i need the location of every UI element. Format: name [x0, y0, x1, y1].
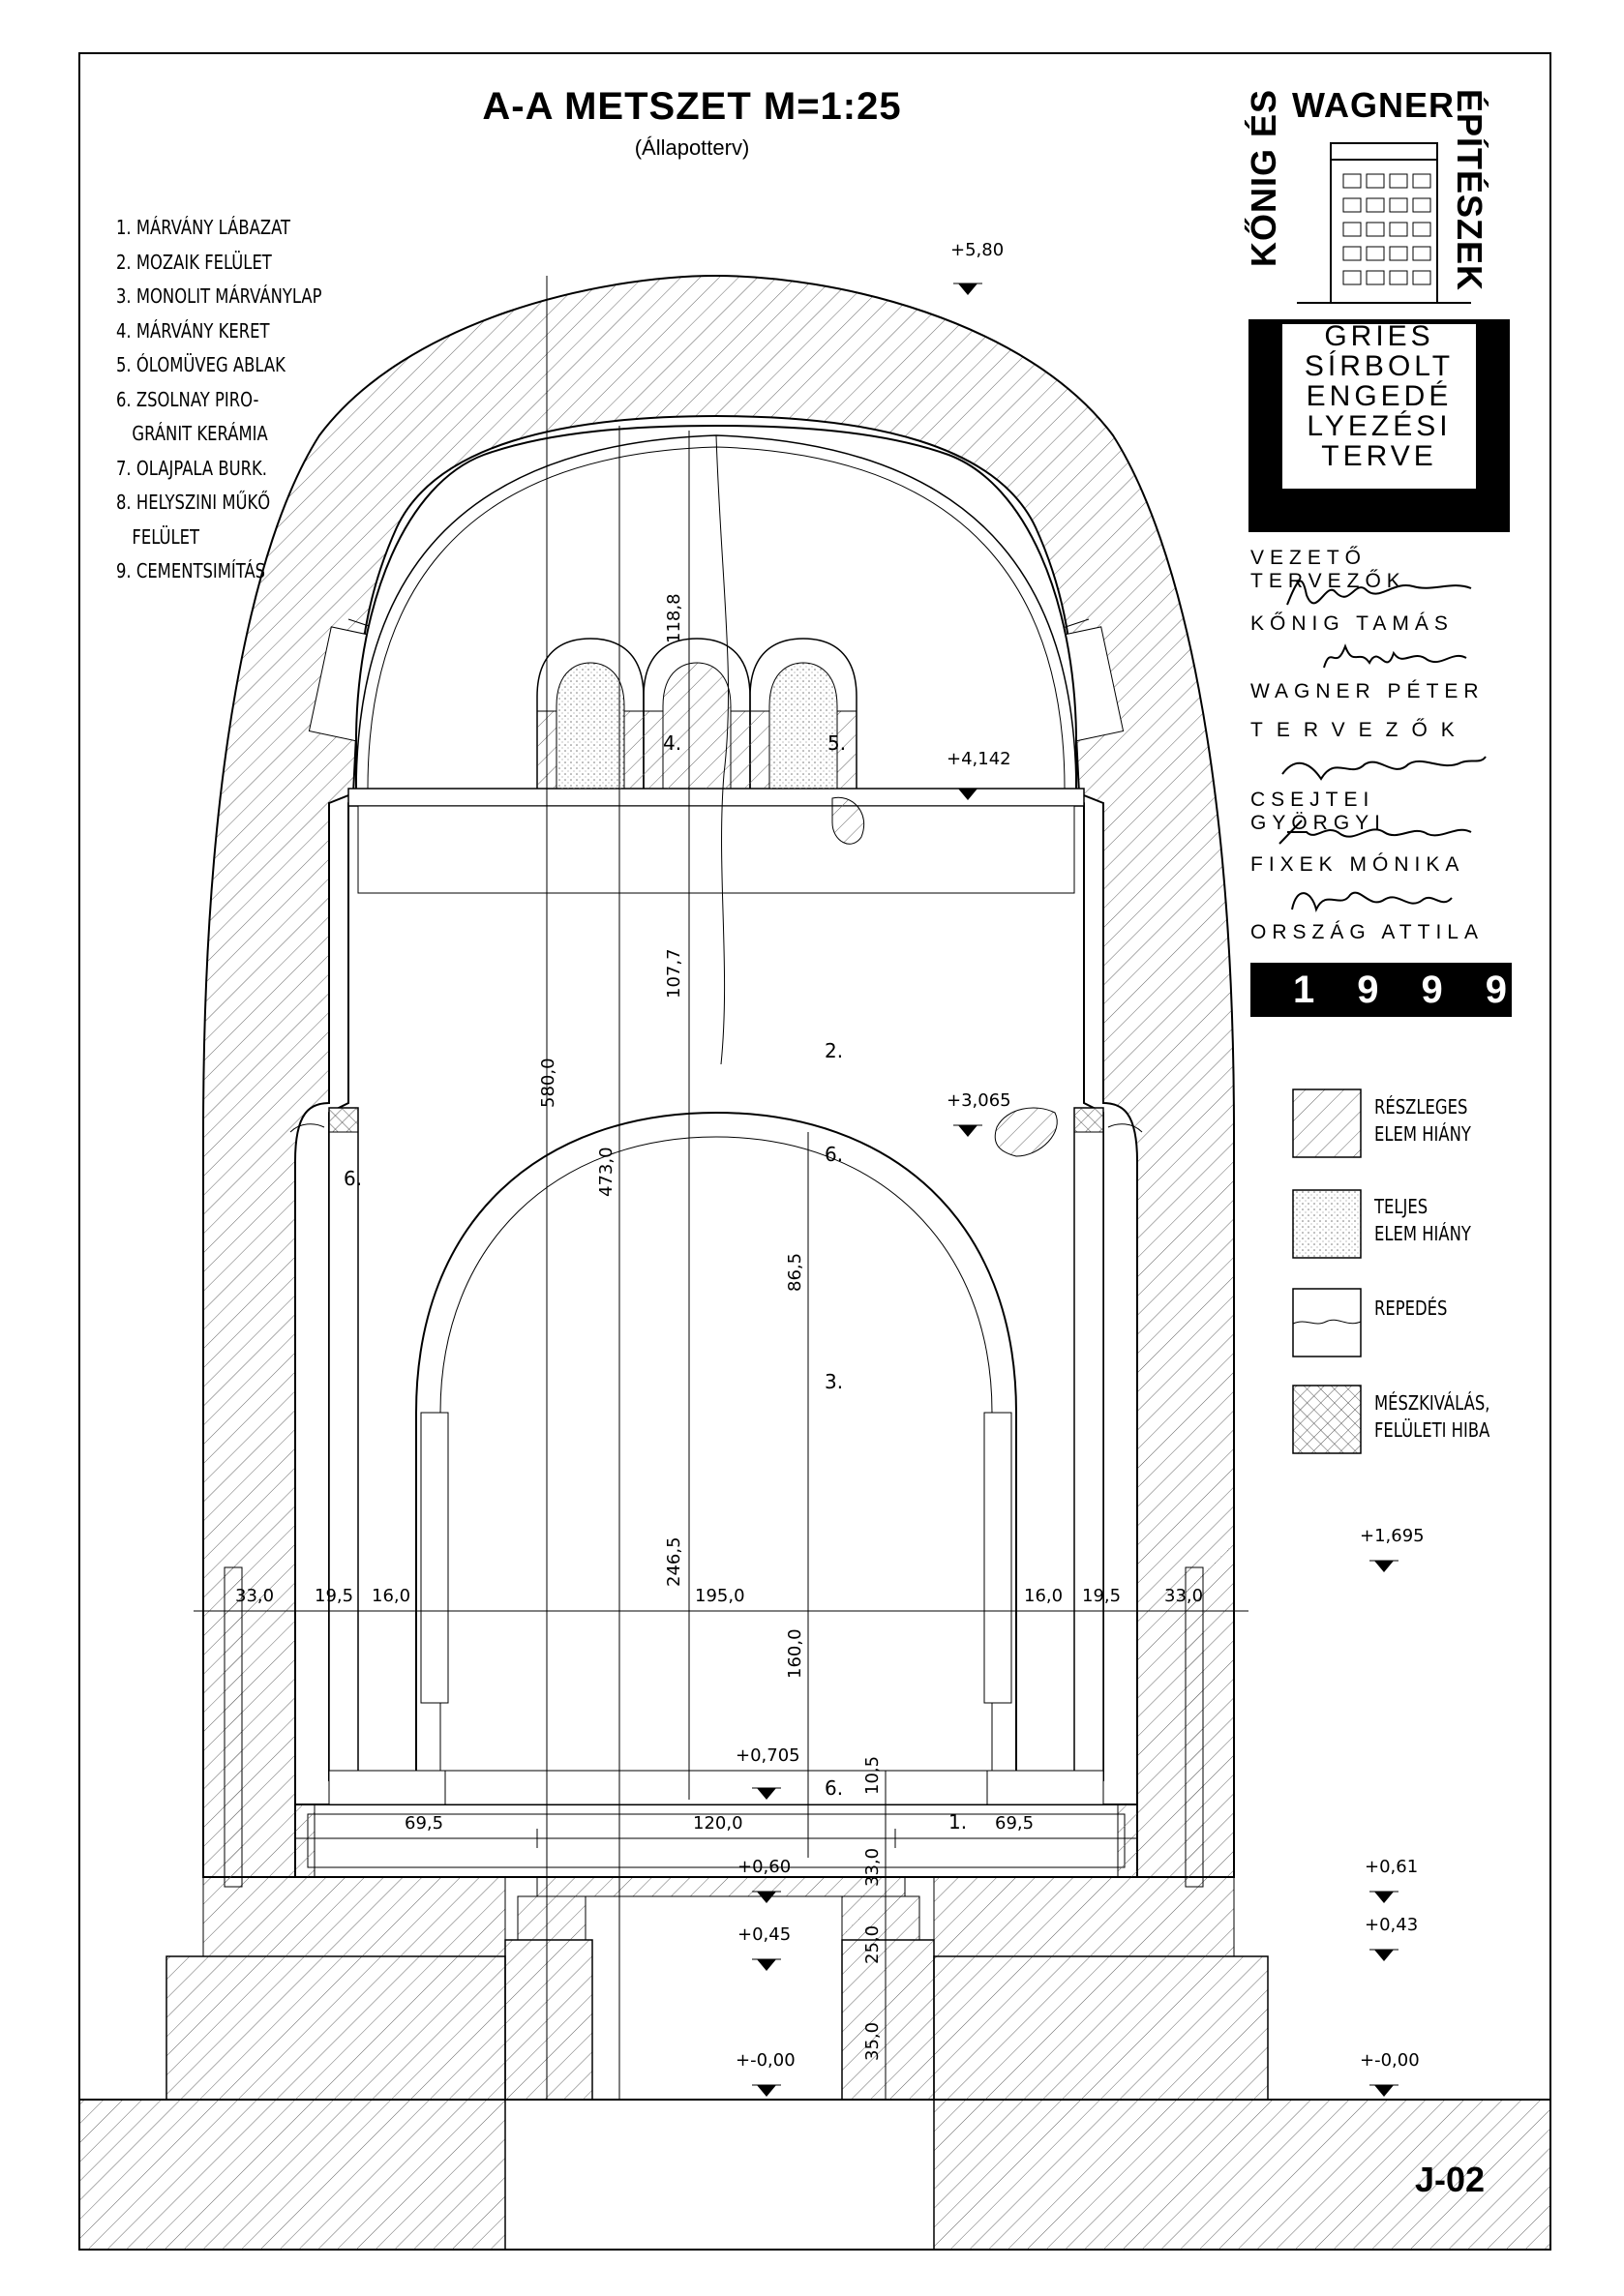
legend-item: [116, 280, 321, 314]
sheet-number: J-02: [1415, 2160, 1486, 2199]
legend-item-text: HELYSZINI MŰKŐ: [135, 491, 271, 514]
signature-csejtei: [1282, 757, 1486, 779]
tag-3: 3.: [825, 1370, 844, 1393]
designer-name-csejtei: CSEJTEI GYÖRGYI: [1250, 789, 1387, 834]
level-right-061: +0,61: [1365, 1857, 1419, 1877]
foundation: [79, 1858, 1550, 2250]
designer-name-fixek: FIXEK MÓNIKA: [1250, 853, 1465, 876]
dim-v-865: 86,5: [785, 1252, 805, 1292]
legend-item: [116, 452, 321, 487]
legend-item-number: 7.: [116, 456, 132, 480]
legend-full-missing: [1374, 1193, 1471, 1247]
level-zero-right: +-0,00: [1360, 2050, 1420, 2071]
legend-item-text: FELÜLET: [132, 524, 200, 549]
signature-orszag: [1292, 893, 1452, 909]
legend-item-text: ÓLOMÜVEG ABLAK: [135, 353, 286, 376]
legend-item: [116, 521, 321, 555]
firm-name-right: ÉPÍTÉSZEK: [1450, 89, 1489, 292]
legend-item: [116, 554, 321, 589]
level-plinth: +0,60: [737, 1857, 792, 1877]
legend-item-text: ZSOLNAY PIRO-: [135, 387, 259, 411]
level-window: +4,142: [947, 749, 1011, 769]
legend-crack: [1374, 1295, 1447, 1322]
project-line: LYEZÉSI: [1307, 410, 1452, 442]
dim-h-1950: 195,0: [695, 1586, 745, 1606]
legend-text: RÉSZLEGES: [1374, 1095, 1468, 1118]
project-line: ENGEDÉ: [1306, 380, 1453, 412]
legend-item: [116, 211, 321, 246]
dim-v-350: 35,0: [862, 2021, 883, 2061]
firm-name-top: WAGNER: [1292, 85, 1455, 125]
level-floor: +0,705: [736, 1745, 800, 1766]
dim-h-160-right: 16,0: [1024, 1586, 1064, 1606]
dim-h-330-right: 33,0: [1164, 1586, 1204, 1606]
level-right-mid: +1,695: [1360, 1526, 1425, 1546]
legend-item-text: MÁRVÁNY LÁBAZAT: [135, 216, 291, 239]
cross-hatch-icon: [1293, 1386, 1361, 1453]
tag-6-arch: 6.: [825, 1143, 844, 1166]
lead-designers-heading: VEZETŐ TERVEZŐK: [1250, 547, 1406, 592]
dim-h-195-right: 19,5: [1082, 1586, 1122, 1606]
dim-h-695-left: 69,5: [405, 1813, 444, 1834]
tag-1: 1.: [948, 1810, 968, 1834]
legend-text: ELEM HIÁNY: [1374, 1122, 1471, 1146]
building-logo-icon: [1297, 143, 1471, 303]
dim-h-695-right: 69,5: [995, 1813, 1035, 1834]
tag-4: 4.: [663, 731, 682, 755]
level-zero-center: +-0,00: [736, 2050, 796, 2071]
designers-heading: TERVEZŐK: [1250, 719, 1468, 741]
legend-item-text: MOZAIK FELÜLET: [135, 250, 272, 274]
dim-v-105: 10,5: [862, 1755, 883, 1795]
legend-item-number: 9.: [116, 559, 132, 582]
dim-v-580: 580,0: [538, 1058, 558, 1108]
level-mid: +3,065: [947, 1090, 1011, 1111]
project-line: SÍRBOLT: [1304, 350, 1455, 382]
dim-v-1600: 160,0: [785, 1628, 805, 1679]
legend-text: TELJES: [1374, 1195, 1429, 1218]
designer-name-wagner: WAGNER PÉTER: [1250, 680, 1485, 702]
dim-v-2465: 246,5: [664, 1536, 684, 1587]
level-right-043: +0,43: [1365, 1915, 1419, 1935]
legend-partial-missing: [1374, 1093, 1471, 1148]
designer-name-orszag: ORSZÁG ATTILA: [1250, 921, 1484, 943]
legend-text: REPEDÉS: [1374, 1297, 1448, 1320]
legend-item-text: OLAJPALA BURK.: [135, 456, 267, 480]
page-title: A-A METSZET M=1:25: [482, 85, 902, 128]
designer-name-konig: KŐNIG TAMÁS: [1250, 612, 1454, 635]
tag-5: 5.: [827, 731, 847, 755]
dim-v-473: 473,0: [596, 1147, 617, 1197]
legend-item-text: MONOLIT MÁRVÁNYLAP: [135, 284, 322, 308]
legend-lime-deposit: [1374, 1389, 1490, 1444]
legend-item-number: 3.: [116, 284, 132, 308]
dim-v-330: 33,0: [862, 1847, 883, 1887]
legend-item: [116, 348, 321, 383]
legend-item: [116, 417, 321, 452]
page-subtitle: (Állapotterv): [634, 135, 750, 160]
level-top: +5,80: [950, 240, 1005, 260]
diagonal-hatch-icon: [1293, 1089, 1361, 1157]
dim-h-195-left: 19,5: [315, 1586, 354, 1606]
tag-6-floor: 6.: [825, 1776, 844, 1800]
legend-item: [116, 486, 321, 521]
tag-2: 2.: [825, 1039, 844, 1062]
legend-text: FELÜLETI HIBA: [1374, 1418, 1490, 1442]
dim-h-330-left: 33,0: [235, 1586, 275, 1606]
legend-item-number: 8.: [116, 491, 132, 514]
project-line: GRIES: [1324, 320, 1434, 352]
crack-line-icon: [1293, 1289, 1361, 1357]
dot-fill-icon: [1293, 1190, 1361, 1258]
year-badge: 1999: [1250, 963, 1512, 1017]
firm-name-left: KŐNIG ÉS: [1244, 89, 1283, 268]
legend-item-number: 4.: [116, 318, 132, 343]
legend-item-number: 6.: [116, 387, 132, 411]
legend-item-number: 2.: [116, 250, 132, 274]
legend-item-number: 1.: [116, 216, 132, 239]
legend-text: MÉSZKIVÁLÁS,: [1374, 1391, 1490, 1415]
legend-item: [116, 383, 321, 418]
signature-wagner: [1324, 646, 1466, 668]
legend-item-text: GRÁNIT KERÁMIA: [132, 422, 268, 445]
tag-6-left: 6.: [344, 1167, 363, 1190]
legend-item-number: 5.: [116, 353, 132, 376]
project-line: TERVE: [1321, 440, 1437, 472]
legend-item-text: MÁRVÁNY KERET: [135, 318, 270, 343]
legend-item-text: CEMENTSIMÍTÁS: [135, 559, 266, 582]
level-step1: +0,45: [737, 1924, 792, 1945]
legend-item: [116, 246, 321, 281]
dim-v-250: 25,0: [862, 1924, 883, 1964]
legend-item: [116, 314, 321, 349]
dim-h-160-left: 16,0: [372, 1586, 411, 1606]
dim-v-1188: 118,8: [664, 593, 684, 643]
project-title: [1282, 321, 1476, 471]
legend-text: ELEM HIÁNY: [1374, 1222, 1471, 1245]
dim-v-1077: 107,7: [664, 948, 684, 999]
materials-legend: [116, 211, 321, 589]
dim-h-1200: 120,0: [693, 1813, 743, 1834]
